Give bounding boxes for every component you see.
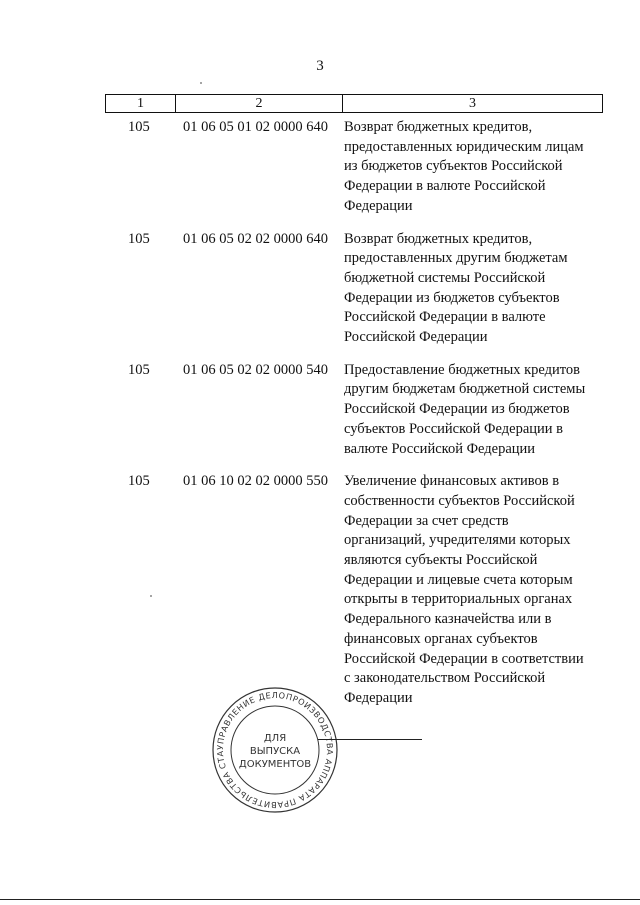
row-budget-code: 01 06 05 01 02 0000 640 [183, 119, 328, 135]
scan-speck [200, 82, 202, 84]
description-line: организаций, учредителями которых [344, 532, 571, 549]
description-line: Федерации [344, 689, 413, 706]
table-row [105, 472, 603, 708]
header-col-1: 1 [106, 95, 176, 112]
stamp-center-line-2: ВЫПУСКА [249, 746, 301, 757]
stamp-ring-text: УПРАВЛЕНИЕ ДЕЛОПРОИЗВОДС ВА АППАРАТА ПРАВИТЕЛЬСТВА СТА [214, 689, 336, 811]
description-line: Российской Федерации в соответствии [344, 650, 584, 667]
description-line: Федерального казначейства или в [344, 611, 552, 628]
description-line: Российской Федерации из бюджетов [344, 401, 570, 418]
description-line: с законодательством Российской [344, 670, 546, 687]
row-description [342, 230, 603, 348]
description-line: Возврат бюджетных кредитов, [344, 119, 533, 135]
description-line: собственности субъектов Российской [344, 492, 575, 509]
page-bottom-rule [0, 899, 640, 900]
row-description [342, 361, 603, 460]
header-col-2: 2 [176, 95, 343, 112]
description-line: Федерации и лицевые счета которым [344, 571, 573, 588]
scan-speck [150, 595, 152, 597]
description-line: Увеличение финансовых активов в [344, 473, 560, 490]
signature-line [318, 739, 422, 740]
description-line: Возврат бюджетных кредитов, [344, 230, 533, 247]
row-admin-code: 105 [128, 361, 150, 378]
table-row [105, 118, 603, 217]
description-line: предоставленных юридическим лицам [344, 138, 584, 155]
row-admin-code: 105 [128, 230, 150, 247]
description-line: Предоставление бюджетных кредитов [344, 361, 580, 378]
official-stamp [210, 685, 340, 815]
description-line: Российской Федерации [344, 329, 488, 346]
description-line: Российской Федерации в валюте [344, 309, 546, 326]
page-number: 3 [316, 58, 324, 74]
description-line: финансовых органах субъектов [344, 630, 538, 647]
row-admin-code: 105 [128, 119, 150, 135]
description-line: Федерации в валюте Российской [344, 178, 546, 195]
row-budget-code: 01 06 05 02 02 0000 640 [183, 230, 328, 247]
row-budget-code: 01 06 05 02 02 0000 540 [183, 361, 328, 378]
header-col-3: 3 [469, 95, 476, 111]
row-budget-code: 01 06 10 02 02 0000 550 [183, 473, 328, 490]
description-line: субъектов Российской Федерации в [344, 420, 564, 437]
description-line: Федерации из бюджетов субъектов [344, 289, 560, 306]
row-description [342, 472, 603, 708]
description-line: открыты в территориальных органах [344, 591, 573, 608]
description-line: Федерации [344, 197, 413, 214]
description-line: валюте Российской Федерации [344, 440, 536, 457]
table-body [105, 118, 603, 722]
stamp-center-line-1: ДЛЯ [263, 733, 287, 744]
description-line: из бюджетов субъектов Российской [344, 158, 563, 175]
table-header [105, 94, 603, 113]
description-line: бюджетной системы Российской [344, 269, 546, 286]
stamp-seal-icon [210, 685, 340, 815]
description-line: другим бюджетам бюджетной системы [344, 381, 586, 398]
description-line: предоставленных другим бюджетам [344, 250, 568, 267]
row-description [342, 118, 603, 217]
description-line: Федерации за счет средств [344, 512, 509, 529]
stamp-center-line-3: ДОКУМЕНТОВ [238, 759, 312, 770]
row-admin-code: 105 [128, 473, 150, 490]
table-row [105, 230, 603, 348]
table-row [105, 361, 603, 460]
description-line: являются субъекты Российской [344, 552, 538, 569]
